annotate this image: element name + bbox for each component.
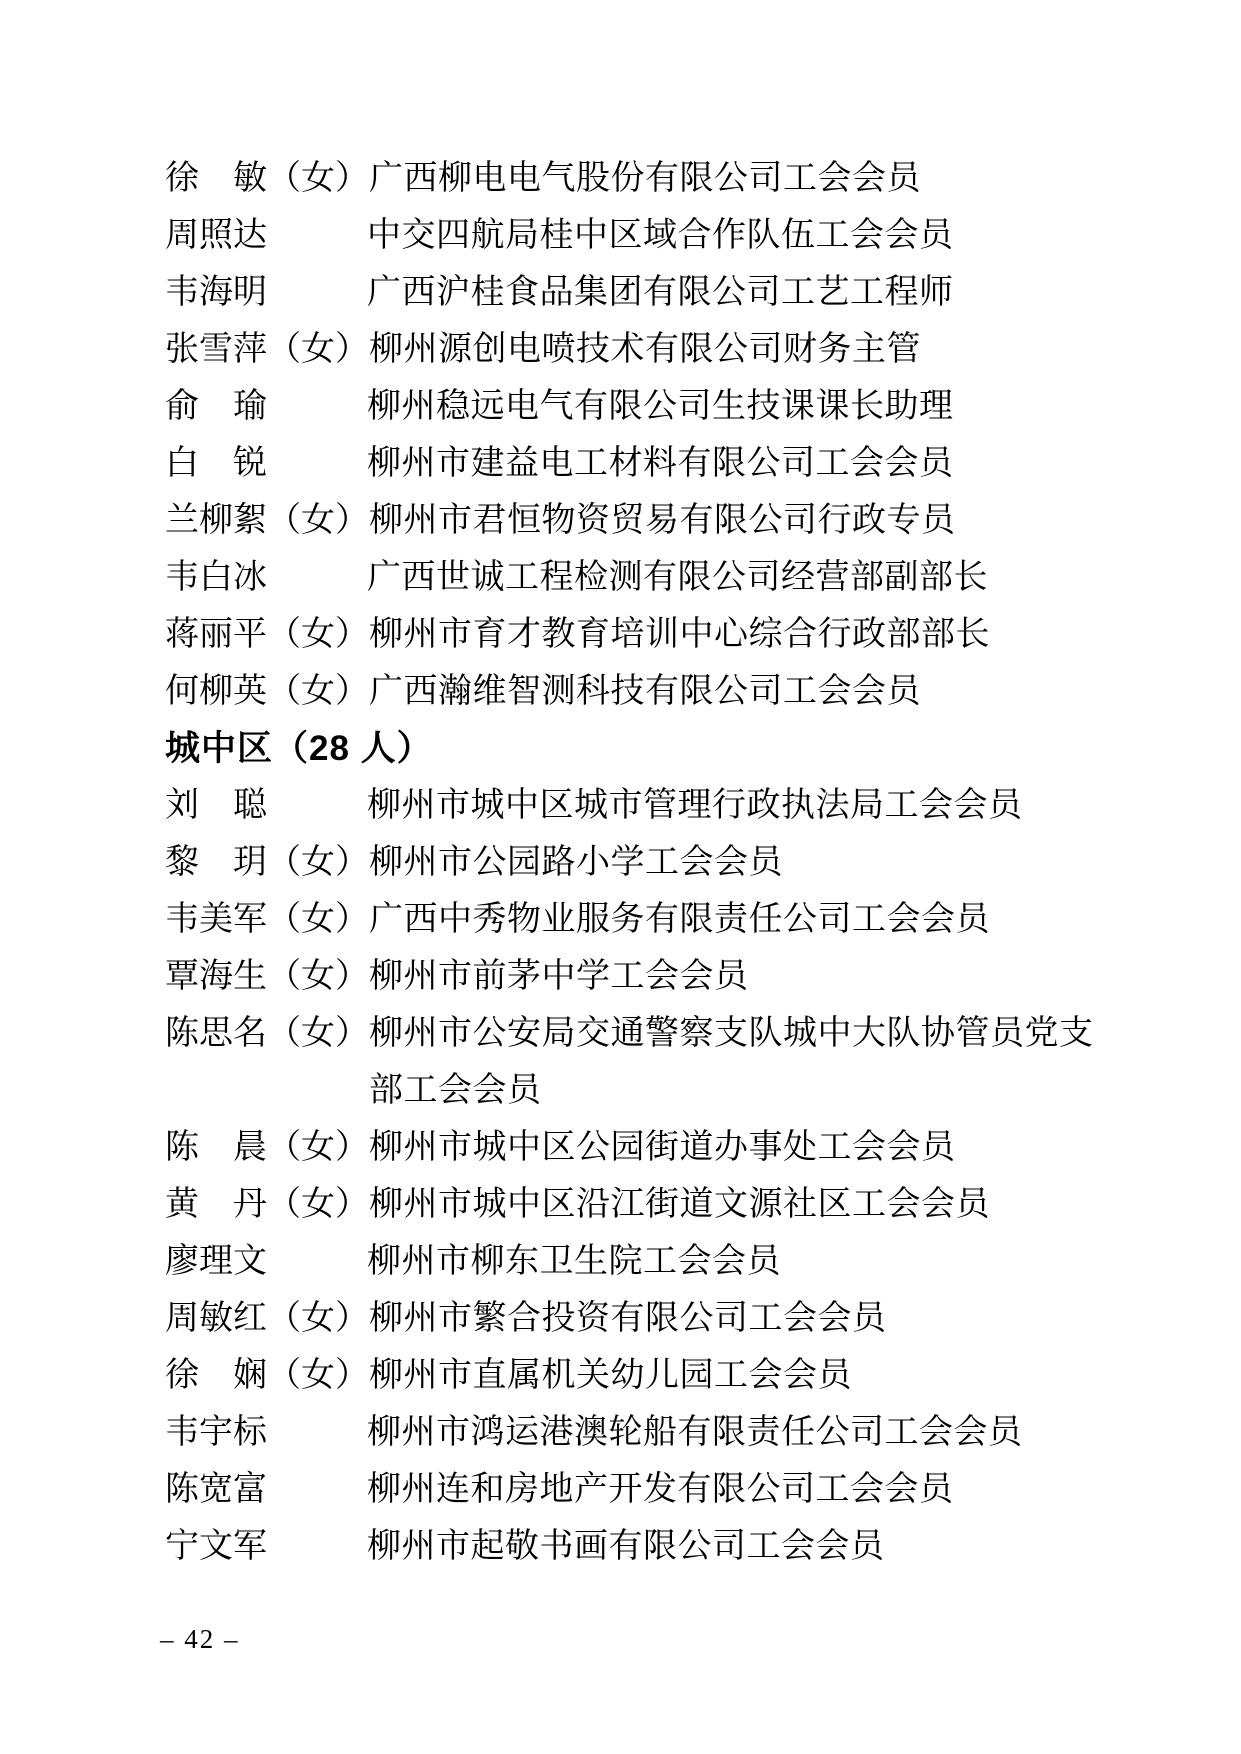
organization: 广西瀚维智测科技有限公司工会会员 xyxy=(369,673,921,710)
person-name: 韦宇标 xyxy=(165,1414,267,1451)
organization: 柳州连和房地产开发有限公司工会会员 xyxy=(367,1471,954,1508)
person-name: 覃海生 xyxy=(165,958,267,995)
page-number: – 42 – xyxy=(160,1624,240,1654)
organization: 柳州市前茅中学工会会员 xyxy=(369,958,749,995)
person-name: 何柳英 xyxy=(165,673,267,710)
organization: 柳州市起敬书画有限公司工会会员 xyxy=(367,1528,885,1565)
organization: 柳州源创电喷技术有限公司财务主管 xyxy=(369,331,921,368)
gender-marker: （女） xyxy=(267,1015,369,1052)
gender-marker: （女） xyxy=(267,1186,369,1223)
organization: 广西柳电电气股份有限公司工会会员 xyxy=(369,160,921,197)
gender-marker: （女） xyxy=(267,616,369,653)
roster-entry xyxy=(165,777,1111,834)
gender-marker: （女） xyxy=(267,1300,369,1337)
roster-entry xyxy=(165,207,1111,264)
roster-content xyxy=(165,150,1111,1575)
person-name: 俞 瑜 xyxy=(165,388,267,425)
person-name: 周敏红 xyxy=(165,1300,267,1337)
gender-marker: （女） xyxy=(267,331,369,368)
gender-marker: （女） xyxy=(267,502,369,539)
roster-entry xyxy=(165,1233,1111,1290)
person-name: 刘 聪 xyxy=(165,787,267,824)
roster-entry xyxy=(165,435,1111,492)
person-name: 廖理文 xyxy=(165,1243,267,1280)
roster-entry xyxy=(165,264,1111,321)
roster-entry xyxy=(165,1518,1111,1575)
organization: 柳州市公园路小学工会会员 xyxy=(369,844,783,881)
gender-marker: （女） xyxy=(267,958,369,995)
organization: 广西中秀物业服务有限责任公司工会会员 xyxy=(369,901,990,938)
person-name: 韦白冰 xyxy=(165,559,267,596)
roster-entry xyxy=(165,321,1111,378)
person-name: 黄 丹 xyxy=(165,1186,267,1223)
organization: 广西沪桂食品集团有限公司工艺工程师 xyxy=(367,274,954,311)
person-name: 周照达 xyxy=(165,217,267,254)
roster-entry xyxy=(165,948,1111,1005)
roster-entry xyxy=(165,378,1111,435)
person-name: 陈 晨 xyxy=(165,1129,267,1166)
organization: 柳州市公安局交通警察支队城中大队协管员党支部工会会员 xyxy=(369,1015,1094,1109)
gender-marker: （女） xyxy=(267,844,369,881)
roster-entry xyxy=(165,1461,1111,1518)
person-name: 徐 娴 xyxy=(165,1357,267,1394)
person-name: 韦海明 xyxy=(165,274,267,311)
roster-entry xyxy=(165,891,1111,948)
organization: 柳州市繁合投资有限公司工会会员 xyxy=(369,1300,887,1337)
organization: 柳州市建益电工材料有限公司工会会员 xyxy=(367,445,954,482)
gender-marker: （女） xyxy=(267,673,369,710)
roster-entry xyxy=(165,150,1111,207)
person-name: 徐 敏 xyxy=(165,160,267,197)
organization: 柳州市君恒物资贸易有限公司行政专员 xyxy=(369,502,956,539)
roster-entry xyxy=(165,549,1111,606)
roster-section-2 xyxy=(165,777,1111,1575)
person-name: 白 锐 xyxy=(165,445,267,482)
roster-entry xyxy=(165,1290,1111,1347)
roster-entry xyxy=(165,1119,1111,1176)
organization: 柳州市城中区公园街道办事处工会会员 xyxy=(369,1129,956,1166)
person-name: 陈宽富 xyxy=(165,1471,267,1508)
person-name: 张雪萍 xyxy=(165,331,267,368)
organization: 柳州市柳东卫生院工会会员 xyxy=(367,1243,781,1280)
person-name: 宁文军 xyxy=(165,1528,267,1565)
roster-section-1 xyxy=(165,150,1111,720)
organization: 柳州市直属机关幼儿园工会会员 xyxy=(369,1357,852,1394)
organization: 柳州市城中区城市管理行政执法局工会会员 xyxy=(367,787,1023,824)
gender-marker: （女） xyxy=(267,1129,369,1166)
organization: 柳州市鸿运港澳轮船有限责任公司工会会员 xyxy=(367,1414,1023,1451)
roster-entry xyxy=(165,606,1111,663)
organization: 柳州市城中区沿江街道文源社区工会会员 xyxy=(369,1186,990,1223)
roster-entry xyxy=(165,492,1111,549)
gender-marker: （女） xyxy=(267,160,369,197)
organization: 中交四航局桂中区域合作队伍工会会员 xyxy=(367,217,954,254)
district-heading: 城中区（28 人） xyxy=(165,729,433,768)
roster-entry xyxy=(165,663,1111,720)
person-name: 蒋丽平 xyxy=(165,616,267,653)
roster-entry xyxy=(165,834,1111,891)
organization: 柳州稳远电气有限公司生技课课长助理 xyxy=(367,388,954,425)
roster-entry xyxy=(165,1176,1111,1233)
organization: 柳州市育才教育培训中心综合行政部部长 xyxy=(369,616,990,653)
gender-marker: （女） xyxy=(267,901,369,938)
person-name: 黎 玥 xyxy=(165,844,267,881)
person-name: 韦美军 xyxy=(165,901,267,938)
roster-entry xyxy=(165,1404,1111,1461)
gender-marker: （女） xyxy=(267,1357,369,1394)
person-name: 陈思名 xyxy=(165,1015,267,1052)
person-name: 兰柳絮 xyxy=(165,502,267,539)
organization: 广西世诚工程检测有限公司经营部副部长 xyxy=(367,559,988,596)
roster-entry xyxy=(165,1005,1111,1119)
roster-entry xyxy=(165,1347,1111,1404)
page-footer xyxy=(160,1622,240,1656)
